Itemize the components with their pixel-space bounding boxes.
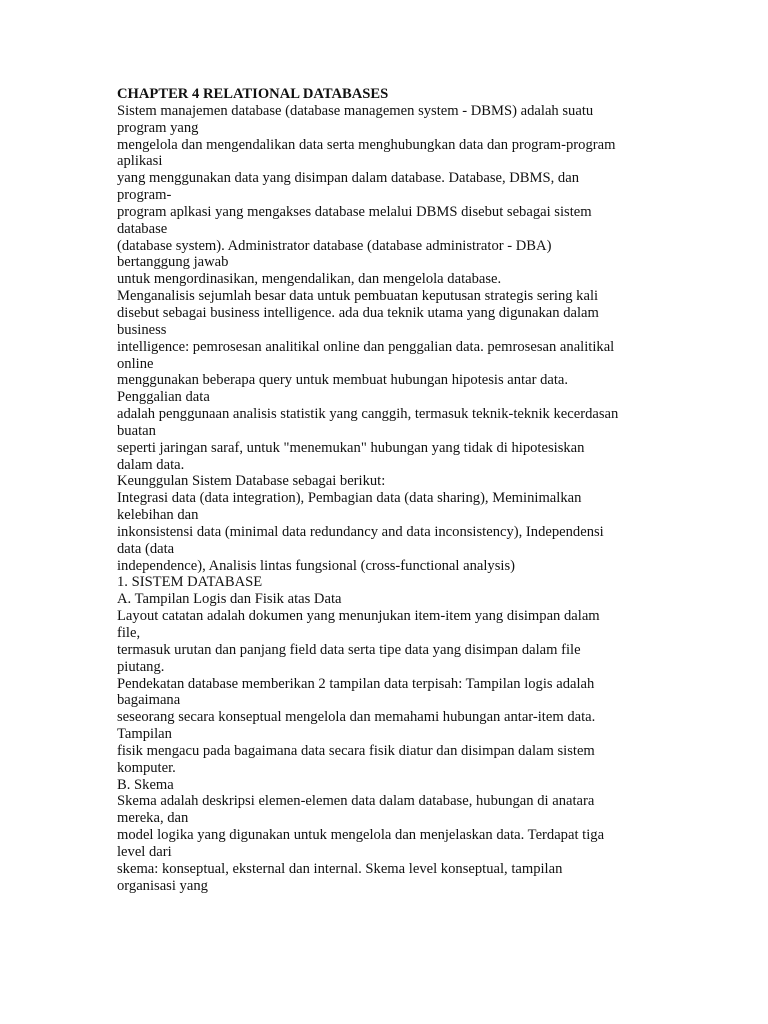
text-line: bertanggung jawab (117, 254, 229, 271)
text-line: program yang (117, 119, 199, 136)
text-line: organisasi yang (117, 877, 208, 894)
text-line: program aplkasi yang mengakses database melalui DBMS disebut sebagai sistem (117, 203, 592, 220)
text-line: intelligence: pemrosesan analitikal online dan penggalian data. pemrosesan analitikal (117, 338, 615, 355)
text-line: Integrasi data (data integration), Pembagian data (data sharing), Meminimalkan (117, 490, 582, 507)
text-line: level dari (117, 843, 172, 860)
text-line: untuk mengordinasikan, mengendalikan, dan mengelola database. (117, 271, 502, 288)
text-line: Skema adalah deskripsi elemen-elemen data dalam database, hubungan di anatara (117, 793, 595, 810)
text-line: kelebihan dan (117, 507, 199, 524)
text-line: Keunggulan Sistem Database sebagai berikut: (117, 473, 386, 490)
text-line: menggunakan beberapa query untuk membuat hubungan hipotesis antar data. (117, 372, 569, 389)
text-line: program- (117, 187, 172, 204)
text-line: file, (117, 625, 141, 641)
text-line: bagaimana (117, 692, 181, 709)
text-line: independence), Analisis lintas fungsional (cross-functional analysis) (117, 557, 515, 574)
document-title: CHAPTER 4 RELATIONAL DATABASES (117, 86, 389, 102)
text-line: data (data (117, 540, 175, 557)
text-line: fisik mengacu pada bagaimana data secara fisik diatur dan disimpan dalam sistem (117, 742, 595, 759)
text-line: aplikasi (117, 153, 163, 170)
text-line: business (117, 321, 167, 338)
text-line: mengelola dan mengendalikan data serta menghubungkan data dan program-program (117, 136, 616, 153)
text-line: mereka, dan (117, 810, 189, 827)
document-body (117, 86, 657, 895)
text-line: Sistem manajemen database (database managemen system - DBMS) adalah suatu (117, 102, 594, 119)
text-line: database (117, 220, 168, 237)
text-line: A. Tampilan Logis dan Fisik atas Data (117, 591, 342, 608)
text-line: dalam data. (117, 456, 185, 473)
document-lines (117, 103, 657, 895)
text-line: online (117, 355, 154, 372)
text-line: Menganalisis sejumlah besar data untuk pembuatan keputusan strategis sering kali (117, 288, 599, 305)
text-line: adalah penggunaan analisis statistik yang canggih, termasuk teknik-teknik kecerdasan (117, 406, 619, 423)
text-line: buatan (117, 422, 156, 439)
text-line: disebut sebagai business intelligence. ada dua teknik utama yang digunakan dalam (117, 304, 599, 321)
text-line: Pendekatan database memberikan 2 tampilan data terpisah: Tampilan logis adalah (117, 675, 595, 692)
text-line: komputer. (117, 759, 176, 776)
text-line: 1. SISTEM DATABASE (117, 574, 263, 591)
text-line: model logika yang digunakan untuk mengelola dan menjelaskan data. Terdapat tiga (117, 827, 605, 844)
text-line: seperti jaringan saraf, untuk "menemukan" hubungan yang tidak di hipotesiskan (117, 439, 585, 456)
text-line: piutang. (117, 658, 165, 675)
text-line: B. Skema (117, 776, 174, 793)
text-line: inkonsistensi data (minimal data redundancy and data inconsistency), Independensi (117, 523, 604, 540)
text-line: skema: konseptual, eksternal dan internal. Skema level konseptual, tampilan (117, 860, 563, 877)
text-line: yang menggunakan data yang disimpan dalam database. Database, DBMS, dan (117, 170, 580, 187)
text-line: Tampilan (117, 726, 172, 743)
text-line: seseorang secara konseptual mengelola dan memahami hubungan antar-item data. (117, 709, 596, 726)
text-line: Penggalian data (117, 389, 210, 406)
text-line: (database system). Administrator database (database administrator - DBA) (117, 237, 552, 254)
text-line: termasuk urutan dan panjang field data serta tipe data yang disimpan dalam file (117, 641, 581, 658)
text-line: Layout catatan adalah dokumen yang menunjukan item-item yang disimpan dalam (117, 608, 600, 625)
